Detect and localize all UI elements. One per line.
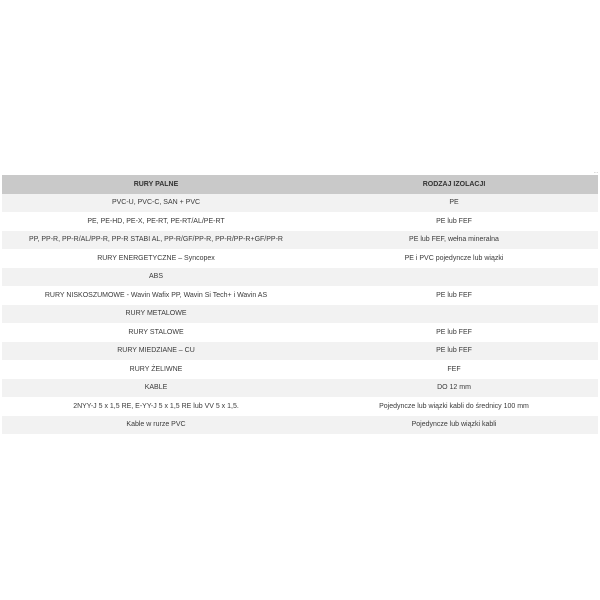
insulation-cell: PE i PVC pojedyncze lub wiązki xyxy=(310,249,598,268)
insulation-cell: DO 12 mm xyxy=(310,379,598,398)
table-row xyxy=(2,231,598,250)
insulation-cell xyxy=(310,268,598,287)
table-row xyxy=(2,342,598,361)
insulation-cell: Pojedyncze lub wiązki kabli xyxy=(310,416,598,435)
table-row xyxy=(2,194,598,213)
corner-mark: ... xyxy=(593,169,598,175)
pipe-cell: RURY METALOWE xyxy=(2,305,310,324)
table-row xyxy=(2,268,598,287)
table-row xyxy=(2,305,598,324)
pipe-cell: PE, PE-HD, PE-X, PE-RT, PE-RT/AL/PE-RT xyxy=(2,212,310,231)
insulation-cell: PE lub FEF xyxy=(310,286,598,305)
insulation-cell: Pojedyncze lub wiązki kabli do średnicy 100 mm xyxy=(310,397,598,416)
table-row xyxy=(2,416,598,435)
header-pipe-type: RURY PALNE xyxy=(2,175,310,194)
insulation-cell xyxy=(310,305,598,324)
insulation-cell: PE lub FEF xyxy=(310,342,598,361)
table-row xyxy=(2,249,598,268)
table-row xyxy=(2,360,598,379)
pipe-cell: 2NYY-J 5 x 1,5 RE, E-YY-J 5 x 1,5 RE lub VV 5 x 1,5. xyxy=(2,397,310,416)
pipe-cell: KABLE xyxy=(2,379,310,398)
insulation-cell: PE lub FEF xyxy=(310,323,598,342)
table-row xyxy=(2,286,598,305)
insulation-table xyxy=(2,175,598,434)
table-row xyxy=(2,323,598,342)
insulation-cell: PE lub FEF xyxy=(310,212,598,231)
pipe-cell: RURY ENERGETYCZNE – Syncopex xyxy=(2,249,310,268)
table-header-row xyxy=(2,175,598,194)
insulation-cell: PE lub FEF, wełna mineralna xyxy=(310,231,598,250)
pipe-cell: RURY MIEDZIANE – CU xyxy=(2,342,310,361)
pipe-cell: PP, PP-R, PP-R/AL/PP-R, PP-R STABI AL, PP-R/GF/PP-R, PP-R/PP-R+GF/PP-R xyxy=(2,231,310,250)
table-row xyxy=(2,397,598,416)
pipe-cell: RURY NISKOSZUMOWE - Wavin Wafix PP, Wavin Si Tech+ i Wavin AS xyxy=(2,286,310,305)
table-row xyxy=(2,379,598,398)
pipe-cell: ABS xyxy=(2,268,310,287)
table-row xyxy=(2,212,598,231)
pipe-cell: Kable w rurze PVC xyxy=(2,416,310,435)
insulation-cell: FEF xyxy=(310,360,598,379)
insulation-cell: PE xyxy=(310,194,598,213)
header-insulation-type: RODZAJ IZOLACJI xyxy=(310,175,598,194)
pipe-cell: RURY STALOWE xyxy=(2,323,310,342)
pipe-cell: RURY ŻELIWNE xyxy=(2,360,310,379)
pipe-cell: PVC-U, PVC-C, SAN + PVC xyxy=(2,194,310,213)
